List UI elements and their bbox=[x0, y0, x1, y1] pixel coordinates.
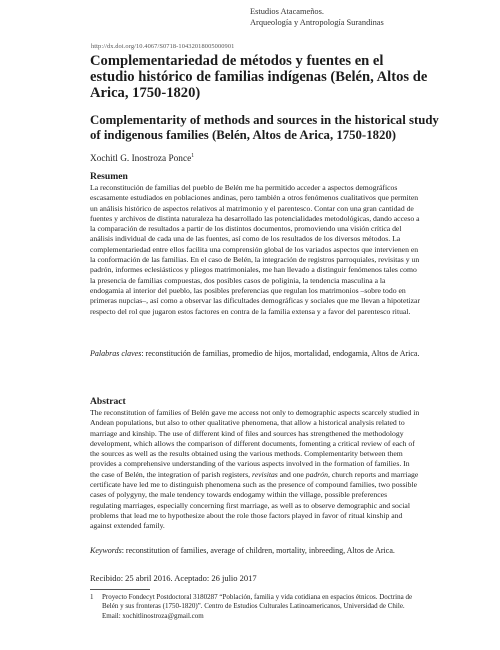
abstract-body bbox=[90, 408, 420, 532]
received-accepted-dates: Recibido: 25 abril 2016. Aceptado: 26 julio 2017 bbox=[90, 573, 257, 583]
title-english: Complementarity of methods and sources in the historical study of indigenous families (Belén, Altos de Arica, 1750-1820) bbox=[90, 113, 439, 142]
footnote-divider bbox=[90, 589, 150, 590]
author-footnote-mark: 1 bbox=[191, 153, 195, 159]
title-spanish: Complementariedad de métodos y fuentes en el estudio histórico de familias indígenas (Belén, Altos de Arica, 1750-1820) bbox=[90, 53, 428, 102]
author-line bbox=[90, 153, 194, 164]
keywords-text: : reconstitution of families, average of children, mortality, inbreeding, Altos de Arica. bbox=[121, 546, 395, 555]
palabras-claves-label: Palabras claves bbox=[90, 349, 142, 358]
journal-subtitle: Arqueología y Antropología Surandinas bbox=[250, 18, 384, 27]
keywords bbox=[90, 545, 420, 557]
abstract-text-3: , church reports and marriage certificate have led me to distinguish phenomena such as the presence of compound families, two possible cases of polygyny, the male tendency towards endogamy within the village, possible preferences regulating marriages, especially concerning first marriage, as well as to observe demographic and social problems that lead me to hypothesize about the role those factors played in favor of ritual kinship and against extended family. bbox=[90, 469, 419, 531]
footnote-number: 1 bbox=[90, 593, 94, 601]
footnote-text: Proyecto Fondecyt Postdoctoral 3180287 “Población, familia y vida cotidiana en espacios étnicos. Doctrina de Belén y sus fronteras (1750-1820)”. Centro de Estudios Culturales Latinoamericanos, Universidad de Chile. Email: xochitlinostroza@gmail.com bbox=[102, 593, 413, 620]
palabras-claves bbox=[90, 348, 420, 360]
abstract-heading: Abstract bbox=[90, 396, 126, 407]
journal-name: Estudios Atacameños. bbox=[250, 7, 324, 16]
author-name: Xochitl G. Inostroza Ponce bbox=[90, 154, 192, 164]
abstract-text-2: and one bbox=[277, 469, 306, 479]
keywords-label: Keywords bbox=[90, 546, 122, 555]
palabras-claves-text: : reconstitución de familias, promedio de hijos, mortalidad, endogamia, Altos de Arica. bbox=[141, 349, 420, 358]
footnote bbox=[90, 593, 420, 621]
resumen-body: La reconstitución de familias del pueblo de Belén me ha permitido acceder a aspectos demográficos escasamente estudiados en poblaciones andinas, pero también a otros fenómenos cualitativos que permiten un análisis histórico de aspectos relativos al matrimonio y el parentesco. Contar con una gran cantidad de fuentes y archivos de distinta naturaleza ha desarrollado las potencialidades metodológicas, dando acceso a la comparación de resultados a partir de los distintos documentos, promoviendo una visión crítica del análisis individual de cada una de las fuentes, así como de los resultados de los diversos métodos. La complementariedad entre ellos facilita una comprensión global de los variados aspectos que intervienen en la conformación de las familias. En el caso de Belén, la integración de registros parroquiales, revisitas y un padrón, informes eclesiásticos y pliegos matrimoniales, me han llevado a distinguir fenómenos tales como la presencia de familias compuestas, dos posibles casos de poliginia, la tendencia masculina a la endogamia al interior del pueblo, las posibles preferencias que regulan los matrimonios –sobre todo en primeras nupcias–, así como a observar las dificultades demográficas y sociales que me llevan a hipotetizar respecto del rol que jugaron estos factores en contra de la familia extensa y a favor del parentesco ritual. bbox=[90, 183, 421, 316]
doi-link[interactable]: http://dx.doi.org/10.4067/S0718-10432018005000901 bbox=[91, 43, 235, 50]
resumen-heading: Resumen bbox=[90, 171, 128, 182]
abstract-term-padron: padrón bbox=[305, 469, 328, 479]
journal-header bbox=[250, 6, 480, 28]
abstract-term-revisitas: revisitas bbox=[252, 469, 278, 479]
abstract-text-1: The reconstitution of families of Belén gave me access not only to demographic aspects scarcely studied in Andean populations, but also to other qualitative phenomena, that allow a historical analysis related to marriage and kinship. The use of different kind of files and sources has strengthened the methodology development, which allows the comparison of different documents, fomenting a critical review of each of the sources as well as the results obtained using the various methods. Complementarity between them provides a comprehensive understanding of the various aspects involved in the formation of families. In the case of Belén, the integration of parish registers, bbox=[90, 408, 420, 479]
